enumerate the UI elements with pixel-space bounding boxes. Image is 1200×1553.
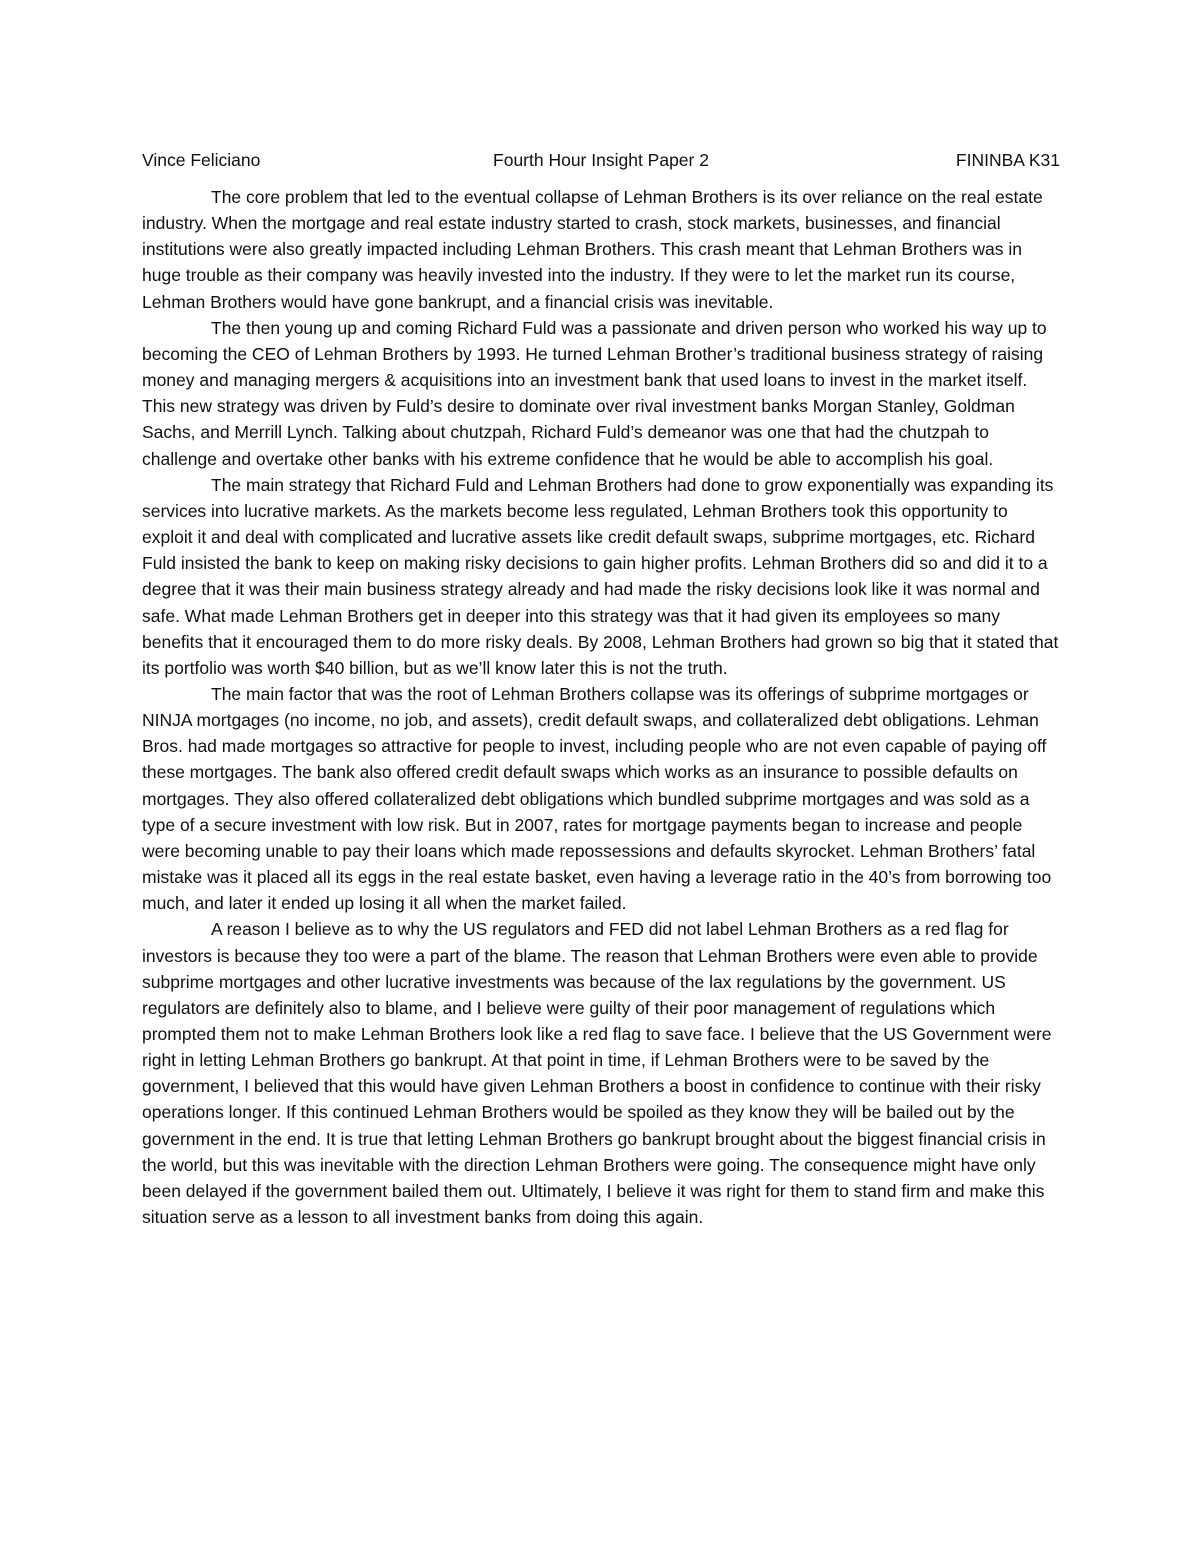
paragraph-3: The main strategy that Richard Fuld and Lehman Brothers had done to grow exponentially was expanding its services into lucrative markets. As the markets become less regulated, Lehman Brothers took this opportunity to exploit it and deal with complicated and lucrative assets like credit default swaps, subprime mortgages, etc. Richard Fuld insisted the bank to keep on making risky decisions to gain higher profits. Lehman Brothers did so and did it to a degree that it was their main business strategy already and had made the risky decisions look like it was normal and safe. What made Lehman Brothers get in deeper into this strategy was that it had given its employees so many benefits that it encouraged them to do more risky deals. By 2008, Lehman Brothers had grown so big that it stated that its portfolio was worth $40 billion, but as we’ll know later this is not the truth. [142,474,1059,678]
page-header [142,146,1060,174]
paragraph-2: The then young up and coming Richard Fuld was a passionate and driven person who worked his way up to becoming the CEO of Lehman Brothers by 1993. He turned Lehman Brother’s traditional business strategy of raising money and managing mergers & acquisitions into an investment bank that used loans to invest in the market itself. This new strategy was driven by Fuld’s desire to dominate over rival investment banks Morgan Stanley, Goldman Sachs, and Merrill Lynch. Talking about chutzpah, Richard Fuld’s demeanor was one that had the chutzpah to challenge and overtake other banks with his extreme confidence that he would be able to accomplish his goal. [142,317,1047,469]
paragraph-5: A reason I believe as to why the US regulators and FED did not label Lehman Brothers as a red flag for investors is because they too were a part of the blame. The reason that Lehman Brothers were even able to provide subprime mortgages and other lucrative investments was because of the lax regulations by the government. US regulators are definitely also to blame, and I believe were guilty of their poor management of regulations which prompted them not to make Lehman Brothers look like a red flag to save face. I believe that the US Government were right in letting Lehman Brothers go bankrupt. At that point in time, if Lehman Brothers were to be saved by the government, I believed that this would have given Lehman Brothers a boost in confidence to continue with their risky operations longer. If this continued Lehman Brothers would be spoiled as they know they will be bailed out by the government in the end. It is true that letting Lehman Brothers go bankrupt brought about the biggest financial crisis in the world, but this was inevitable with the direction Lehman Brothers were going. The consequence might have only been delayed if the government bailed them out. Ultimately, I believe it was right for them to stand firm and make this situation serve as a lesson to all investment banks from doing this again. [142,919,1052,1228]
course-code: FININBA K31 [955,150,1060,170]
document-body [142,184,1060,1230]
author-name: Vince Feliciano [142,150,261,170]
paragraph-1: The core problem that led to the eventual collapse of Lehman Brothers is its over reliance on the real estate industry. When the mortgage and real estate industry started to crash, stock markets, businesses, and financial institutions were also greatly impacted including Lehman Brothers. This crash meant that Lehman Brothers was in huge trouble as their company was heavily invested into the industry. If they were to let the market run its course, Lehman Brothers would have gone bankrupt, and a financial crisis was inevitable. [142,187,1043,312]
paper-title: Fourth Hour Insight Paper 2 [493,150,709,170]
paragraph-4: The main factor that was the root of Lehman Brothers collapse was its offerings of subprime mortgages or NINJA mortgages (no income, no job, and assets), credit default swaps, and collateralized debt obligations. Lehman Bros. had made mortgages so attractive for people to invest, including people who are not even capable of paying off these mortgages. The bank also offered credit default swaps which works as an insurance to possible defaults on mortgages. They also offered collateralized debt obligations which bundled subprime mortgages and was sold as a type of a secure investment with low risk. But in 2007, rates for mortgage payments began to increase and people were becoming unable to pay their loans which made repossessions and defaults skyrocket. Lehman Brothers’ fatal mistake was it placed all its eggs in the real estate basket, even having a leverage ratio in the 40’s from borrowing too much, and later it ended up losing it all when the market failed. [142,683,1052,914]
